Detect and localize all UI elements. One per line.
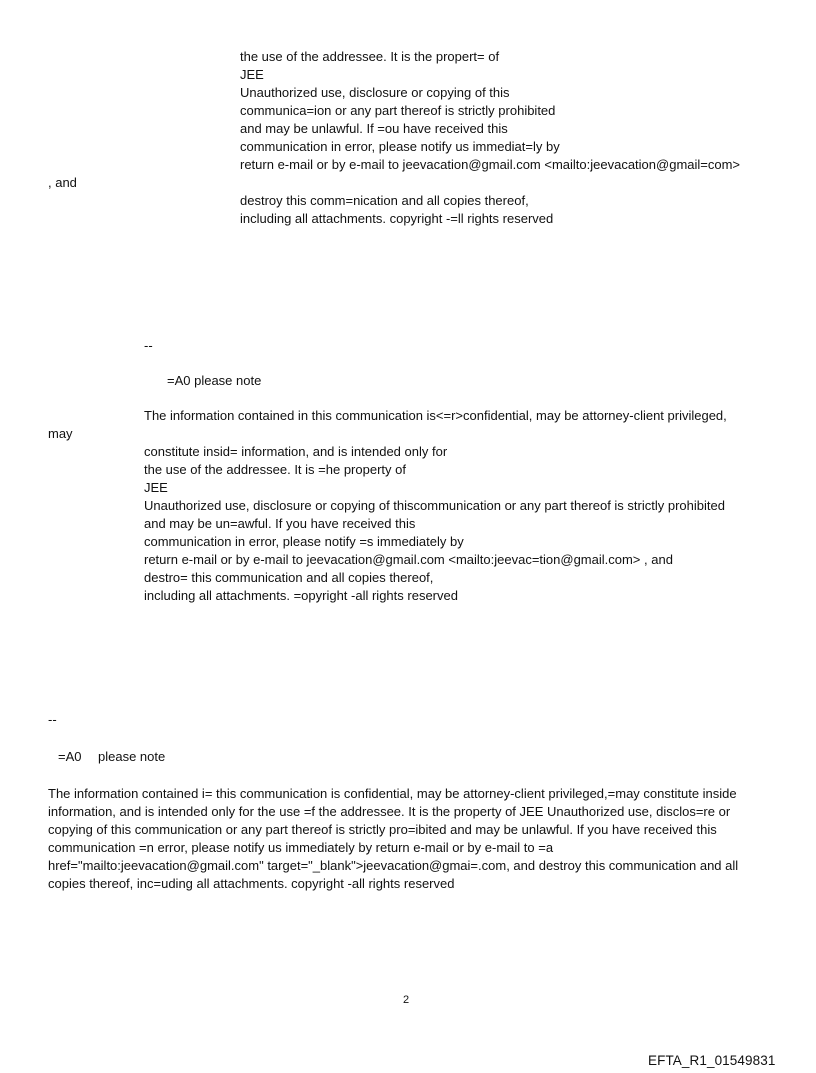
- block3-note: please note: [98, 749, 166, 764]
- block2-line: may: [48, 426, 73, 441]
- block2-line: the use of the addressee. It is =he property of: [144, 462, 406, 477]
- block1-line: the use of the addressee. It is the propert= of: [240, 49, 500, 64]
- block2-line: including all attachments. =opyright -all rights reserved: [144, 588, 458, 603]
- block2-line: JEE: [144, 480, 168, 495]
- block3-note-prefix: =A0: [58, 749, 82, 764]
- block2-note: =A0 please note: [167, 373, 262, 388]
- block1-line: JEE: [240, 67, 264, 82]
- block1-line: , and: [48, 175, 77, 190]
- block1-line: and may be unlawful. If =ou have received this: [240, 121, 508, 136]
- block1-line: Unauthorized use, disclosure or copying of this: [240, 85, 510, 100]
- block1-line: communica=ion or any part thereof is strictly prohibited: [240, 103, 556, 118]
- block2-line: The information contained in this communication is<=r>confidential, may be attorney-client privileged,: [144, 408, 727, 423]
- block3-paragraph: The information contained i= this communication is confidential, may be attorney-client privileged,=may constitute inside information, and is intended only for the use =f the addressee. It is the property of JEE Unauthorized use, disclos=re or copying of this communication or any part thereof is strictly pro=ibited and may be unlawful. If you have received this communication =n error, please notify us immediately by return e-mail or by e-mail to =a href="mailto:jeevacation@gmail.com" target="_blank">jeevacation@gmai=.com, and destroy this communication and all copies thereof, inc=uding all attachments. copyright -all rights reserved: [48, 786, 739, 891]
- block2-line: destro= this communication and all copies thereof,: [144, 570, 434, 585]
- block1-line: return e-mail or by e-mail to jeevacation@gmail.com <mailto:jeevacation@gmail=com>: [240, 157, 741, 172]
- block2-line: return e-mail or by e-mail to jeevacation@gmail.com <mailto:jeevac=tion@gmail.com> , and: [144, 552, 673, 567]
- block3-separator: --: [48, 712, 57, 727]
- block1-line: destroy this comm=nication and all copies thereof,: [240, 193, 529, 208]
- block2-line: and may be un=awful. If you have received this: [144, 516, 416, 531]
- block1-line: including all attachments. copyright -=ll rights reserved: [240, 211, 554, 226]
- block2-line: communication in error, please notify =s immediately by: [144, 534, 464, 549]
- block2-line: Unauthorized use, disclosure or copying of thiscommunication or any part thereof is strictly prohibited: [144, 498, 725, 513]
- block2-line: constitute insid= information, and is intended only for: [144, 444, 448, 459]
- block2-separator: --: [144, 338, 153, 353]
- block1-line: communication in error, please notify us immediat=ly by: [240, 139, 560, 154]
- page-number: 2: [403, 994, 410, 1006]
- document-id: EFTA_R1_01549831: [648, 1053, 776, 1068]
